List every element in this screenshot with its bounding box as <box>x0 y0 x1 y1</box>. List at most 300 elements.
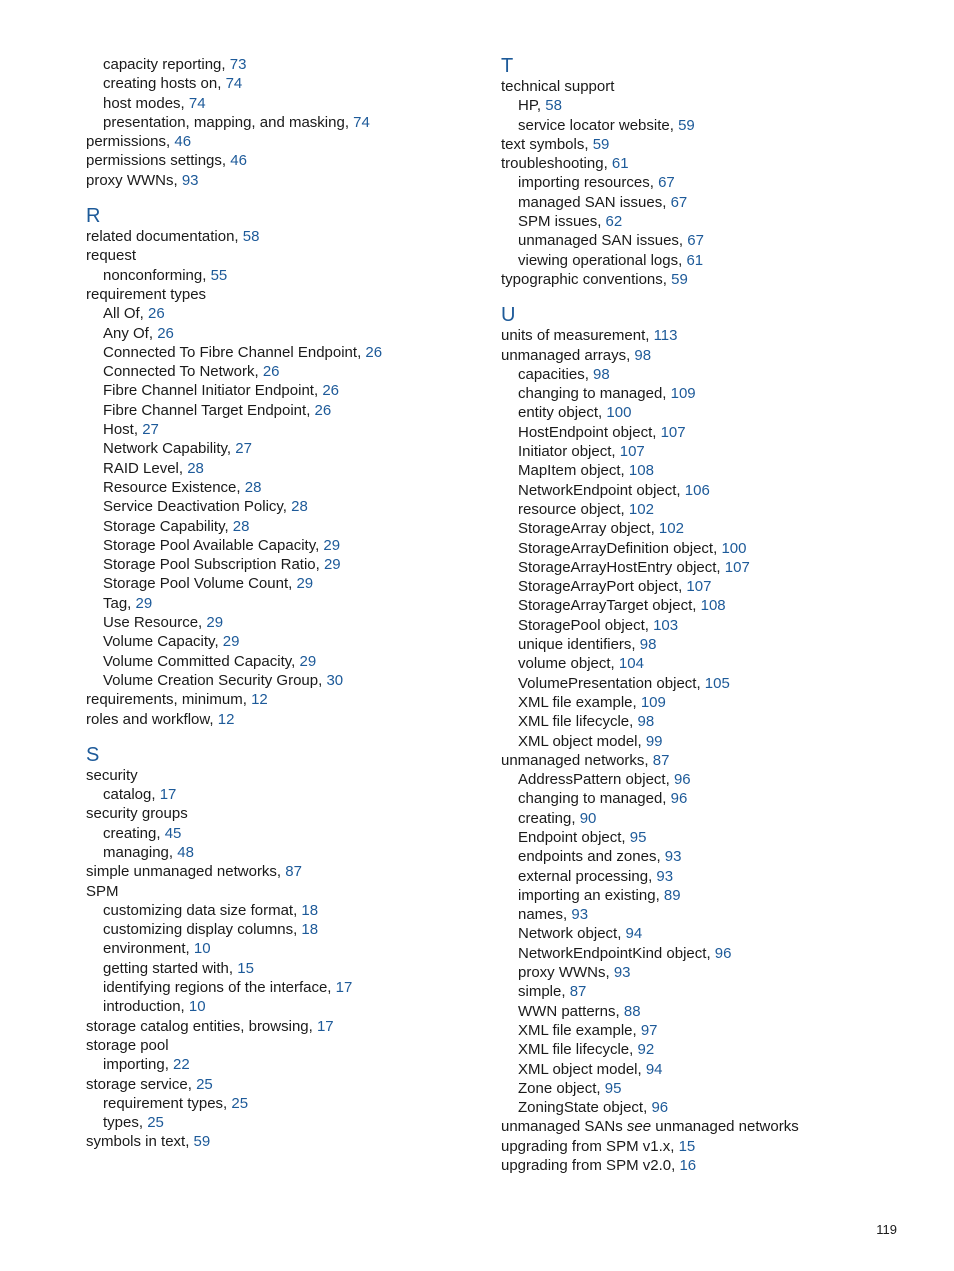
index-subentry <box>86 652 476 671</box>
entry-term: request <box>86 247 137 265</box>
index-subentry <box>86 74 476 93</box>
entry-term: importing resources, <box>518 174 654 192</box>
entry-term: names, <box>518 906 568 924</box>
page-link[interactable]: 12 <box>251 691 268 709</box>
entry-term: symbols in text, <box>86 1133 190 1151</box>
entry-term: changing to managed, <box>518 385 667 403</box>
page-link[interactable]: 18 <box>301 921 319 939</box>
page-link[interactable]: 98 <box>634 346 652 364</box>
section-gap <box>501 289 921 304</box>
entry-term: upgrading from SPM v2.0, <box>501 1157 676 1175</box>
entry-term: Endpoint object, <box>518 828 626 846</box>
index-subentry <box>86 517 476 536</box>
page-link[interactable]: 93 <box>656 867 674 885</box>
entry-term: HostEndpoint object, <box>518 423 657 441</box>
page-link[interactable]: 96 <box>714 944 732 962</box>
page-link[interactable]: 74 <box>353 113 370 131</box>
index-subentry <box>501 1021 921 1040</box>
section-gap <box>86 190 476 205</box>
entry-term: StorageArrayPort object, <box>518 578 683 596</box>
index-entry <box>501 77 921 96</box>
page-link[interactable]: 94 <box>645 1060 663 1078</box>
entry-term: RAID Level, <box>103 459 184 477</box>
page-link[interactable]: 26 <box>322 382 339 400</box>
entry-term: customizing display columns, <box>103 921 298 939</box>
index-entry <box>501 154 921 173</box>
page-link[interactable]: 27 <box>142 421 159 439</box>
entry-term: MapItem object, <box>518 462 625 480</box>
entry-term: Zone object, <box>518 1079 601 1097</box>
index-subentry <box>501 423 921 442</box>
entry-term: StoragePool object, <box>518 616 649 634</box>
entry-term: service locator website, <box>518 116 674 134</box>
entry-term: ZoningState object, <box>518 1099 648 1117</box>
index-subentry <box>501 1002 921 1021</box>
page-link[interactable]: 15 <box>678 1137 696 1155</box>
page-link[interactable]: 22 <box>173 1056 190 1074</box>
entry-term: Storage Pool Subscription Ratio, <box>103 556 320 574</box>
index-subentry <box>501 461 921 480</box>
page-link[interactable]: 25 <box>147 1114 164 1132</box>
index-entry <box>86 882 476 901</box>
page-link[interactable]: 67 <box>687 232 704 250</box>
page-link[interactable]: 58 <box>242 228 260 246</box>
index-column-right <box>501 55 921 1175</box>
page-link[interactable]: 106 <box>684 481 710 499</box>
entry-term: Storage Capability, <box>103 517 229 535</box>
entry-term: creating, <box>103 824 161 842</box>
page-link[interactable]: 26 <box>148 305 165 323</box>
entry-term: simple unmanaged networks, <box>86 863 282 881</box>
index-subentry <box>501 596 921 615</box>
index-subentry <box>501 577 921 596</box>
entry-term: managing, <box>103 843 174 861</box>
entry-term: storage service, <box>86 1075 192 1093</box>
page-link[interactable]: 26 <box>157 324 174 342</box>
entry-term: XML file example, <box>518 1021 637 1039</box>
page-link[interactable]: 25 <box>196 1075 213 1093</box>
entry-term: proxy WWNs, <box>518 964 610 982</box>
entry-term: catalog, <box>103 786 156 804</box>
page-link[interactable]: 28 <box>187 459 204 477</box>
page-link[interactable]: 92 <box>637 1041 655 1059</box>
entry-term: AddressPattern object, <box>518 771 670 789</box>
page-link[interactable]: 98 <box>637 713 655 731</box>
index-subentry <box>501 732 921 751</box>
index-subentry <box>501 809 921 828</box>
index-subentry <box>501 365 921 384</box>
entry-term: requirement types, <box>103 1094 228 1112</box>
page-link[interactable]: 96 <box>673 771 691 789</box>
index-subentry <box>501 1040 921 1059</box>
index-subentry <box>501 982 921 1001</box>
index-entry <box>501 270 921 289</box>
index-subentry <box>501 558 921 577</box>
page-link[interactable]: 67 <box>658 174 675 192</box>
index-entry <box>86 151 476 170</box>
entry-term: XML object model, <box>518 1060 642 1078</box>
entry-term: customizing data size format, <box>103 901 298 919</box>
entry-term: unmanaged arrays, <box>501 346 631 364</box>
page-number: 119 <box>876 1222 897 1237</box>
entry-term: Service Deactivation Policy, <box>103 498 287 516</box>
entry-term: Fibre Channel Initiator Endpoint, <box>103 382 319 400</box>
page-link[interactable]: 29 <box>135 594 153 612</box>
page-link[interactable]: 90 <box>579 809 597 827</box>
index-subentry <box>86 920 476 939</box>
entry-term: VolumePresentation object, <box>518 674 701 692</box>
index-subentry <box>501 193 921 212</box>
entry-term: StorageArrayHostEntry object, <box>518 558 721 576</box>
entry-term: managed SAN issues, <box>518 193 667 211</box>
index-subentry <box>501 173 921 192</box>
page-link[interactable]: 59 <box>678 116 695 134</box>
index-subentry <box>501 674 921 693</box>
index-entry <box>501 346 921 365</box>
index-subentry <box>501 384 921 403</box>
page-link[interactable]: 100 <box>721 539 747 557</box>
index-entry <box>501 1156 921 1175</box>
index-entry <box>86 132 476 151</box>
entry-term: NetworkEndpoint object, <box>518 481 681 499</box>
page-link[interactable]: 29 <box>206 614 224 632</box>
page-link[interactable]: 107 <box>619 443 645 461</box>
index-subentry <box>86 362 476 381</box>
see-reference: see <box>626 1118 652 1136</box>
entry-term: simple, <box>518 983 566 1001</box>
page-link[interactable]: 17 <box>159 786 177 804</box>
entry-term: StorageArrayDefinition object, <box>518 539 718 557</box>
index-subentry <box>86 55 476 74</box>
page-link[interactable]: 109 <box>640 693 666 711</box>
page-link[interactable]: 26 <box>262 363 280 381</box>
page-link[interactable]: 74 <box>188 94 206 112</box>
index-subentry <box>501 770 921 789</box>
index-entry <box>86 690 476 709</box>
index-subentry <box>86 978 476 997</box>
page-link[interactable]: 59 <box>671 270 688 288</box>
page-link[interactable]: 46 <box>230 152 247 170</box>
page-link[interactable]: 89 <box>663 886 681 904</box>
entry-term: SPM issues, <box>518 213 602 231</box>
index-entry <box>86 1017 476 1036</box>
index-subentry <box>501 789 921 808</box>
entry-term: external processing, <box>518 867 653 885</box>
index-subentry <box>86 555 476 574</box>
index-entry <box>86 766 476 785</box>
index-entry <box>86 1075 476 1094</box>
entry-term: StorageArray object, <box>518 520 655 538</box>
entry-term: creating, <box>518 809 576 827</box>
page-link[interactable]: 26 <box>365 343 383 361</box>
page-link[interactable]: 61 <box>611 155 629 173</box>
index-entry <box>86 171 476 190</box>
page-link[interactable]: 98 <box>593 365 610 383</box>
entry-term: Volume Committed Capacity, <box>103 652 296 670</box>
index-subentry <box>86 304 476 323</box>
index-subentry <box>86 613 476 632</box>
page-link[interactable]: 113 <box>653 327 678 345</box>
page-link[interactable]: 30 <box>326 671 344 689</box>
page-link[interactable]: 107 <box>724 558 750 576</box>
index-subentry <box>86 94 476 113</box>
entry-term: unique identifiers, <box>518 636 636 654</box>
entry-term: Volume Capacity, <box>103 633 219 651</box>
entry-term: Volume Creation Security Group, <box>103 671 323 689</box>
page-link[interactable]: 105 <box>704 674 730 692</box>
index-subentry <box>501 539 921 558</box>
entry-term: XML file lifecycle, <box>518 1041 634 1059</box>
page-link[interactable]: 108 <box>700 597 726 615</box>
index-subentry <box>501 1098 921 1117</box>
index-subentry <box>86 420 476 439</box>
entry-term: Host, <box>103 421 139 439</box>
index-subentry <box>86 1113 476 1132</box>
entry-term: SPM <box>86 882 119 900</box>
index-subentry <box>86 324 476 343</box>
entry-term: technical support <box>501 78 615 95</box>
entry-term: host modes, <box>103 94 185 112</box>
index-subentry <box>86 478 476 497</box>
entry-term: Use Resource, <box>103 614 203 632</box>
page-link[interactable]: 59 <box>193 1133 211 1151</box>
page-link[interactable]: 62 <box>605 213 623 231</box>
page-link[interactable]: 93 <box>664 848 682 866</box>
index-letter-heading: T <box>501 55 514 77</box>
index-subentry <box>501 442 921 461</box>
entry-term: related documentation, <box>86 228 239 246</box>
index-subentry <box>501 481 921 500</box>
page-link[interactable]: 28 <box>291 498 308 516</box>
page-link[interactable]: 48 <box>177 843 194 861</box>
entry-term: capacity reporting, <box>103 56 226 73</box>
index-subentry <box>86 113 476 132</box>
page-link[interactable]: 15 <box>237 959 254 977</box>
index-subentry <box>501 1060 921 1079</box>
index-subentry <box>86 1094 476 1113</box>
index-subentry <box>86 381 476 400</box>
page-link[interactable]: 107 <box>686 578 712 596</box>
index-subentry <box>86 997 476 1016</box>
page-link[interactable]: 87 <box>569 983 587 1001</box>
page-link[interactable]: 94 <box>625 925 643 943</box>
page-link[interactable]: 87 <box>652 751 670 769</box>
page-link[interactable]: 28 <box>232 517 250 535</box>
entry-term: requirement types <box>86 285 207 303</box>
section-gap <box>86 729 476 744</box>
page-link[interactable]: 95 <box>629 828 647 846</box>
index-letter-heading: U <box>501 304 516 327</box>
index-subentry <box>501 944 921 963</box>
index-entry <box>86 246 476 265</box>
index-subentry <box>501 886 921 905</box>
entry-term: permissions, <box>86 133 171 151</box>
page-link[interactable]: 61 <box>686 251 704 269</box>
page-link[interactable]: 67 <box>670 193 688 211</box>
page-link[interactable]: 17 <box>335 979 353 997</box>
entry-term: XML file example, <box>518 693 637 711</box>
page-link[interactable]: 46 <box>174 133 192 151</box>
page-link[interactable]: 59 <box>592 135 610 153</box>
entry-term: Network object, <box>518 925 622 943</box>
page-link[interactable]: 25 <box>231 1094 249 1112</box>
index-subentry <box>86 266 476 285</box>
entry-term: changing to managed, <box>518 790 667 808</box>
page-link[interactable]: 108 <box>628 462 654 480</box>
entry-term: XML object model, <box>518 732 642 750</box>
page-link[interactable]: 58 <box>545 97 562 115</box>
entry-term: volume object, <box>518 655 615 673</box>
entry-term: viewing operational logs, <box>518 251 683 269</box>
page-link[interactable]: 100 <box>606 404 632 422</box>
entry-term: HP, <box>518 97 542 115</box>
page-link[interactable]: 29 <box>323 556 341 574</box>
entry-term: introduction, <box>103 998 185 1016</box>
index-subentry <box>501 963 921 982</box>
entry-term: WWN patterns, <box>518 1002 620 1020</box>
index-subentry <box>501 924 921 943</box>
page-link[interactable]: 107 <box>660 423 686 441</box>
page-link[interactable]: 98 <box>639 636 657 654</box>
entry-term: permissions settings, <box>86 152 227 170</box>
page-link[interactable]: 26 <box>314 401 332 419</box>
page-link[interactable]: 97 <box>640 1021 658 1039</box>
page-link[interactable]: 96 <box>670 790 688 808</box>
index-subentry <box>501 635 921 654</box>
entry-term: environment, <box>103 940 190 958</box>
index-entry <box>86 227 476 246</box>
entry-term: endpoints and zones, <box>518 848 661 866</box>
page-link[interactable]: 109 <box>670 385 696 403</box>
index-entry <box>86 1132 476 1151</box>
index-subentry <box>501 519 921 538</box>
entry-term: storage pool <box>86 1036 169 1054</box>
index-subentry <box>86 671 476 690</box>
index-subentry <box>501 693 921 712</box>
page-link[interactable]: 27 <box>235 440 252 458</box>
page-link[interactable]: 10 <box>188 998 206 1016</box>
page-link[interactable]: 29 <box>296 575 314 593</box>
index-subentry <box>86 785 476 804</box>
page-link[interactable]: 45 <box>164 824 182 842</box>
index-subentry <box>501 231 921 250</box>
index-subentry <box>86 439 476 458</box>
entry-term: importing, <box>103 1056 169 1074</box>
index-subentry <box>501 212 921 231</box>
index-subentry <box>501 828 921 847</box>
page-link[interactable]: 28 <box>244 478 262 496</box>
entry-term: All Of, <box>103 305 144 323</box>
page-link[interactable]: 102 <box>628 500 654 518</box>
entry-term: troubleshooting, <box>501 155 608 173</box>
entry-term: types, <box>103 1114 144 1132</box>
index-subentry <box>501 1079 921 1098</box>
page-link[interactable]: 29 <box>299 652 317 670</box>
page-link[interactable]: 88 <box>623 1002 641 1020</box>
index-entry <box>501 1117 921 1136</box>
index-subentry <box>86 901 476 920</box>
page-link[interactable]: 93 <box>181 171 199 189</box>
index-subentry <box>86 843 476 862</box>
entry-term: unmanaged SAN issues, <box>518 232 684 250</box>
page-link[interactable]: 18 <box>301 901 319 919</box>
index-subentry <box>501 847 921 866</box>
index-subentry <box>86 632 476 651</box>
entry-term: units of measurement, <box>501 327 650 345</box>
page-link[interactable]: 10 <box>193 940 211 958</box>
index-subentry <box>86 1055 476 1074</box>
see-target: unmanaged networks <box>655 1118 799 1136</box>
index-subentry <box>501 712 921 731</box>
index-subentry <box>86 497 476 516</box>
index-entry <box>86 804 476 823</box>
index-subentry <box>86 959 476 978</box>
entry-term: Connected To Network, <box>103 363 259 381</box>
entry-term: entity object, <box>518 404 603 422</box>
index-entry <box>501 326 921 345</box>
entry-term: capacities, <box>518 365 589 383</box>
entry-term: NetworkEndpointKind object, <box>518 944 711 962</box>
index-subentry <box>86 343 476 362</box>
index-entry <box>501 751 921 770</box>
index-subentry <box>501 867 921 886</box>
page-link[interactable]: 55 <box>210 266 228 284</box>
page-link[interactable]: 104 <box>618 655 644 673</box>
index-subentry <box>86 824 476 843</box>
page-link[interactable]: 102 <box>658 520 684 538</box>
entry-term: Tag, <box>103 594 132 612</box>
page-link[interactable]: 29 <box>323 536 341 554</box>
index-column-left <box>86 55 476 1152</box>
page-link[interactable]: 93 <box>571 906 589 924</box>
page-link[interactable]: 103 <box>653 616 679 634</box>
entry-term: security <box>86 766 138 784</box>
entry-term: proxy WWNs, <box>86 171 178 189</box>
entry-term: storage catalog entities, browsing, <box>86 1017 313 1035</box>
page-link[interactable]: 99 <box>645 732 663 750</box>
entry-term: Storage Pool Available Capacity, <box>103 536 320 554</box>
entry-term: XML file lifecycle, <box>518 713 634 731</box>
entry-term: resource object, <box>518 500 625 518</box>
index-entry <box>501 1137 921 1156</box>
entry-term: presentation, mapping, and masking, <box>103 113 349 131</box>
page-link[interactable]: 16 <box>679 1157 697 1175</box>
page-link[interactable]: 74 <box>225 75 243 93</box>
index-subentry <box>86 939 476 958</box>
page-link[interactable]: 12 <box>217 710 235 728</box>
page-link[interactable]: 29 <box>222 633 240 651</box>
page-link[interactable]: 95 <box>604 1079 622 1097</box>
index-entry <box>86 710 476 729</box>
page-link[interactable]: 17 <box>316 1017 334 1035</box>
index-subentry <box>501 654 921 673</box>
entry-term: Storage Pool Volume Count, <box>103 575 293 593</box>
index-letter-heading: R <box>86 205 101 228</box>
index-subentry <box>501 116 921 135</box>
entry-term: requirements, minimum, <box>86 691 247 709</box>
entry-term: unmanaged SANs <box>501 1118 623 1136</box>
page-link[interactable]: 87 <box>285 863 302 881</box>
page-link[interactable]: 96 <box>651 1099 669 1117</box>
entry-term: Connected To Fibre Channel Endpoint, <box>103 343 362 361</box>
index-subentry <box>501 403 921 422</box>
entry-term: Fibre Channel Target Endpoint, <box>103 401 311 419</box>
entry-term: typographic conventions, <box>501 270 667 288</box>
index-subentry <box>501 905 921 924</box>
entry-term: unmanaged networks, <box>501 751 649 769</box>
page-link[interactable]: 93 <box>613 964 631 982</box>
page-link[interactable]: 73 <box>229 56 247 73</box>
